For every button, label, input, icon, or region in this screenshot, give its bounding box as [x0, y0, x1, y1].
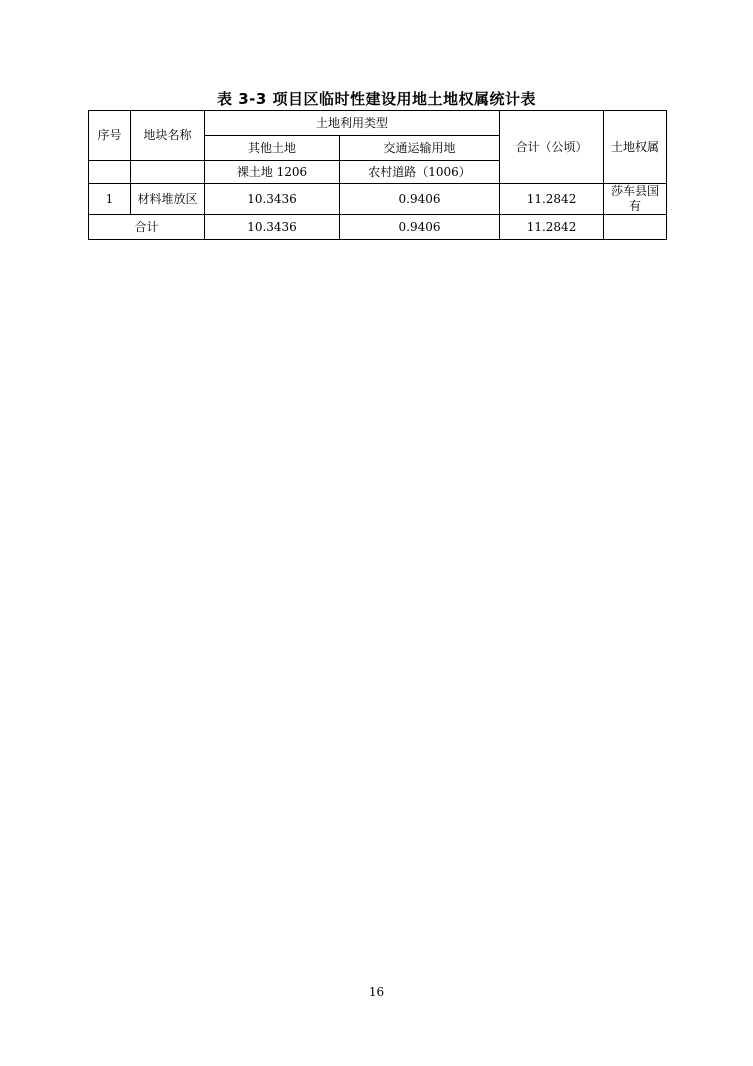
cell-seq: 1 [89, 184, 131, 215]
total-bare-land: 10.3436 [205, 215, 340, 240]
total-ownership [604, 215, 667, 240]
table-caption: 表 3-3 项目区临时性建设用地土地权属统计表 [216, 90, 537, 108]
table-row [89, 184, 667, 215]
header-bare-land: 裸土地 1206 [205, 161, 340, 184]
header-empty-seq [89, 161, 131, 184]
header-rural-road: 农村道路（1006） [340, 161, 500, 184]
header-total-ha: 合计（公顷） [500, 111, 604, 184]
header-empty-name [131, 161, 205, 184]
header-parcel-name: 地块名称 [131, 111, 205, 161]
page-number: 16 [368, 985, 385, 999]
cell-parcel-name: 材料堆放区 [131, 184, 205, 215]
header-transport-land: 交通运输用地 [340, 136, 500, 161]
total-row [89, 215, 667, 240]
total-total: 11.2842 [500, 215, 604, 240]
total-rural-road: 0.9406 [340, 215, 500, 240]
header-seq: 序号 [89, 111, 131, 161]
land-ownership-table [88, 110, 667, 240]
header-ownership: 土地权属 [604, 111, 667, 184]
header-other-land: 其他土地 [205, 136, 340, 161]
header-land-use-type: 土地利用类型 [205, 111, 500, 136]
cell-ownership: 莎车县国有 [604, 184, 667, 215]
header-row-1 [89, 111, 667, 136]
cell-total: 11.2842 [500, 184, 604, 215]
total-label: 合计 [89, 215, 205, 240]
cell-rural-road: 0.9406 [340, 184, 500, 215]
cell-bare-land: 10.3436 [205, 184, 340, 215]
